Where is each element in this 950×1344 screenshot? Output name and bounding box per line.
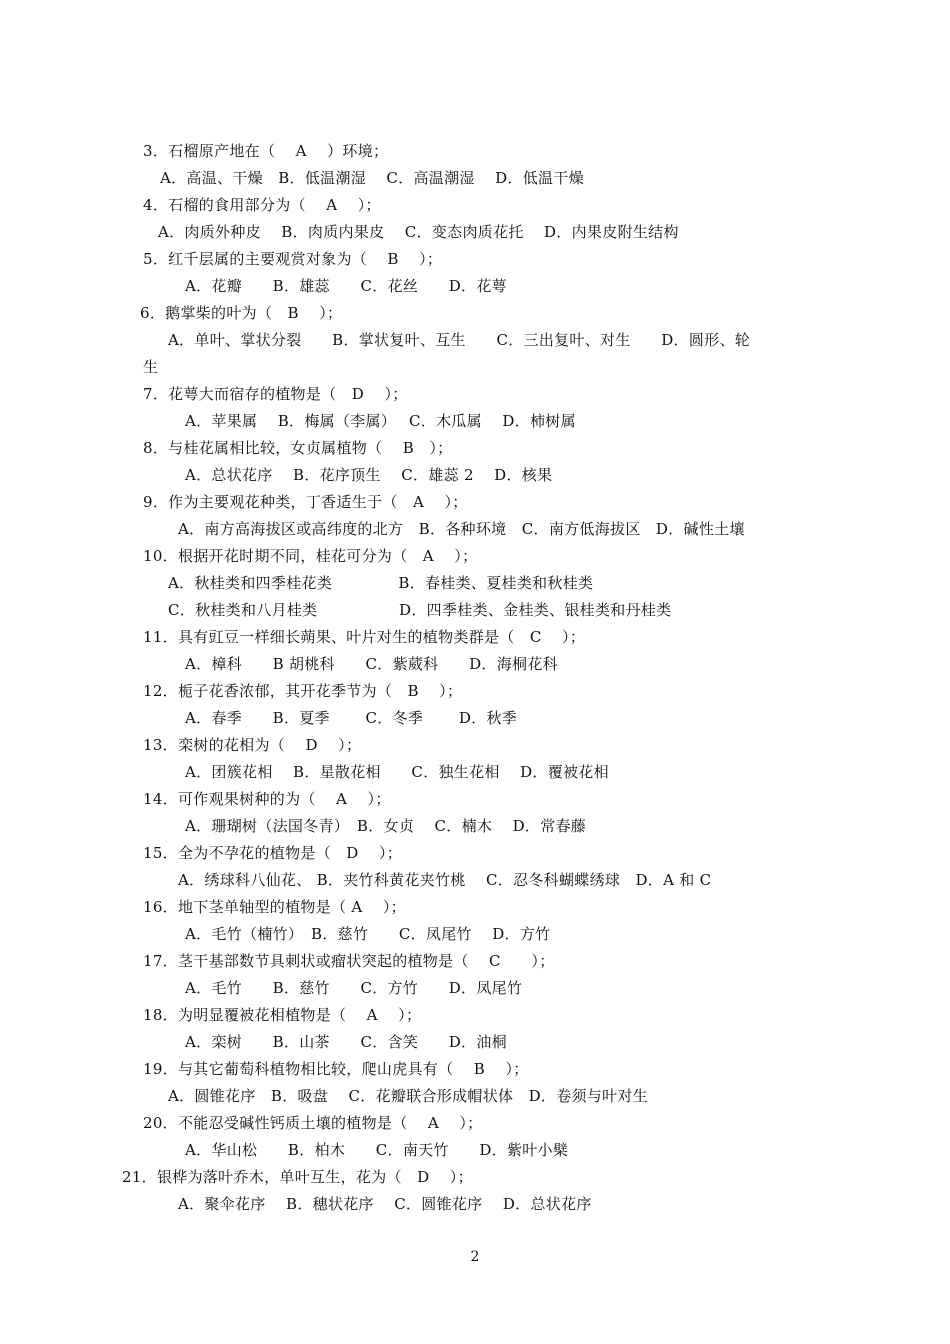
options-line: A．毛竹（楠竹） B．慈竹 C．凤尾竹 D．方竹 xyxy=(185,925,551,943)
question-line: 20．不能忍受碱性钙质土壤的植物是（ A ）； xyxy=(143,1114,483,1132)
question-line: 17．茎干基部数节具刺状或瘤状突起的植物是（ C ）； xyxy=(143,952,555,970)
options-line: A．绣球科八仙花、 B．夹竹科黄花夹竹桃 C．忍冬科蝴蝶绣球 D．A 和 C xyxy=(178,871,712,889)
options-line-continuation: 生 xyxy=(143,358,159,376)
options-line: A．华山松 B．柏木 C．南天竹 D．紫叶小檗 xyxy=(185,1141,569,1159)
question-line: 10．根据开花时期不同，桂花可分为（ A ）； xyxy=(143,547,478,565)
options-line: A．高温、干燥 B．低温潮湿 C．高温潮湿 D．低温干燥 xyxy=(160,169,584,187)
options-line: A．肉质外种皮 B．肉质内果皮 C．变态肉质花托 D．内果皮附生结构 xyxy=(158,223,679,241)
options-line: A．苹果属 B．梅属（李属） C．木瓜属 D．柿树属 xyxy=(185,412,576,430)
options-line: A．花瓣 B．雄蕊 C．花丝 D．花萼 xyxy=(185,277,507,295)
options-line: A．春季 B．夏季 C．冬季 D．秋季 xyxy=(185,709,518,727)
options-line: A．毛竹 B．慈竹 C．方竹 D．凤尾竹 xyxy=(185,979,523,997)
options-line: A．栾树 B．山茶 C．含笑 D．油桐 xyxy=(185,1033,507,1051)
options-line: A．单叶、掌状分裂 B．掌状复叶、互生 C．三出复叶、对生 D．圆形、轮 xyxy=(168,331,751,349)
options-line: A．圆锥花序 B．吸盘 C．花瓣联合形成帽状体 D．卷须与叶对生 xyxy=(168,1087,649,1105)
options-line: A．总状花序 B．花序顶生 C．雄蕊 2 D．核果 xyxy=(185,466,553,484)
question-line: 5．红千层属的主要观赏对象为（ B ）； xyxy=(143,250,443,268)
question-line: 11．具有豇豆一样细长蒴果、叶片对生的植物类群是（ C ）； xyxy=(143,628,586,646)
question-line: 16．地下茎单轴型的植物是（ A ）； xyxy=(143,898,406,916)
options-line: C．秋桂类和八月桂类 D．四季桂类、金桂类、银桂类和丹桂类 xyxy=(168,601,672,619)
options-line: A．樟科 B 胡桃科 C．紫葳科 D．海桐花科 xyxy=(185,655,558,673)
question-line: 18．为明显覆被花相植物是（ A ）； xyxy=(143,1006,422,1024)
question-line: 9．作为主要观花种类，丁香适生于（ A ）； xyxy=(143,493,468,511)
question-line: 4．石榴的食用部分为（ A ）； xyxy=(143,196,381,214)
question-line: 6．鹅掌柴的叶为（ B ）； xyxy=(140,304,343,322)
page-number: 2 xyxy=(470,1249,480,1265)
question-line: 14．可作观果树种的为（ A ）； xyxy=(143,790,391,808)
options-line: A．秋桂类和四季桂花类 B．春桂类、夏桂类和秋桂类 xyxy=(168,574,594,592)
question-line: 12．栀子花香浓郁，其开花季节为（ B ）； xyxy=(143,682,463,700)
question-line: 7．花萼大而宿存的植物是（ D ）； xyxy=(143,385,408,403)
options-line: A．南方高海拔区或高纬度的北方 B．各种环境 C．南方低海拔区 D．碱性土壤 xyxy=(178,520,745,538)
question-line: 19．与其它葡萄科植物相比较，爬山虎具有（ B ）； xyxy=(143,1060,529,1078)
question-line: 13．栾树的花相为（ D ）； xyxy=(143,736,362,754)
question-line: 21．银桦为落叶乔木，单叶互生，花为（ D ）； xyxy=(122,1168,473,1186)
question-line: 15．全为不孕花的植物是（ D ）； xyxy=(143,844,403,862)
options-line: A．团簇花相 B．星散花相 C．独生花相 D．覆被花相 xyxy=(185,763,609,781)
question-line: 8．与桂花属相比较，女贞属植物（ B ）； xyxy=(143,439,453,457)
question-line: 3．石榴原产地在（ A ）环境； xyxy=(143,142,389,160)
options-line: A．珊瑚树（法国冬青） B．女贞 C．楠木 D．常春藤 xyxy=(185,817,587,835)
options-line: A．聚伞花序 B．穗状花序 C．圆锥花序 D．总状花序 xyxy=(178,1195,592,1213)
